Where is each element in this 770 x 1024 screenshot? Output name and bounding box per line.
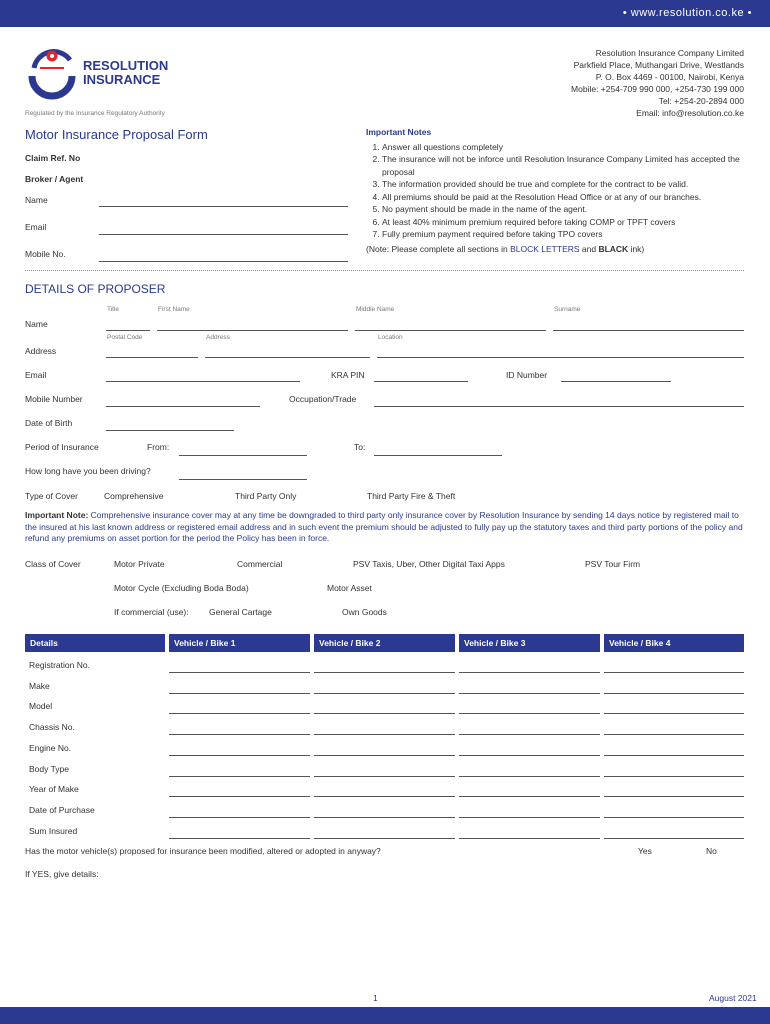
- important-note-paragraph: [25, 510, 745, 545]
- address-sublabel: Address: [206, 334, 230, 341]
- note-item: 5. No payment should be made in the name of the agent.: [382, 203, 746, 216]
- driving-field[interactable]: [179, 479, 307, 480]
- header-label: Vehicle / Bike 4: [609, 638, 671, 648]
- broker-label: Broker / Agent: [25, 174, 84, 184]
- company-line: Parkfield Place, Muthangari Drive, Westlands: [573, 60, 744, 70]
- top-bar: [0, 0, 770, 27]
- vehicle-2-field[interactable]: [314, 755, 455, 756]
- vehicle-3-field[interactable]: [459, 734, 600, 735]
- commercial-use-label: If commercial (use):: [114, 607, 189, 617]
- class-motor-cycle[interactable]: Motor Cycle (Excluding Boda Boda): [114, 583, 249, 593]
- use-own-goods[interactable]: Own Goods: [342, 607, 387, 617]
- table-header-vehicle-3: [459, 634, 600, 652]
- vehicle-4-field[interactable]: [604, 734, 744, 735]
- occupation-field[interactable]: [374, 406, 744, 407]
- section-divider: [25, 270, 744, 271]
- name-label: Name: [25, 195, 48, 205]
- vehicle-4-field[interactable]: [604, 838, 744, 839]
- title-sublabel: Title: [107, 306, 120, 313]
- dob-field[interactable]: [106, 430, 234, 431]
- first-name-field[interactable]: [157, 330, 348, 331]
- to-field[interactable]: [374, 455, 502, 456]
- vehicle-2-field[interactable]: [314, 817, 455, 818]
- table-row-label: Chassis No.: [29, 722, 75, 733]
- email-field[interactable]: [99, 234, 348, 235]
- vehicle-4-field[interactable]: [604, 693, 744, 694]
- class-psv-taxis[interactable]: PSV Taxis, Uber, Other Digital Taxi Apps: [353, 559, 505, 569]
- vehicle-2-field[interactable]: [314, 713, 455, 714]
- postal-sublabel: Postal Code: [107, 334, 143, 341]
- vehicle-1-field[interactable]: [169, 672, 310, 673]
- dob-label: Date of Birth: [25, 418, 73, 428]
- vehicle-1-field[interactable]: [169, 796, 310, 797]
- footnote-black: BLACK: [598, 243, 629, 254]
- mobile-number-field[interactable]: [106, 406, 260, 407]
- class-psv-tour[interactable]: PSV Tour Firm: [585, 559, 641, 569]
- logo-mark: [24, 46, 80, 102]
- cover-tpft-option[interactable]: Third Party Fire & Theft: [367, 491, 456, 501]
- vehicle-3-field[interactable]: [459, 838, 600, 839]
- proposer-name-label: Name: [25, 319, 48, 329]
- page-number: 1: [373, 993, 378, 1003]
- header-label: Details: [30, 638, 58, 648]
- website-link[interactable]: • www.resolution.co.ke •: [622, 7, 752, 19]
- location-sublabel: Location: [378, 334, 403, 341]
- claim-ref-label: Claim Ref. No: [25, 153, 81, 163]
- first-name-sublabel: First Name: [158, 306, 190, 313]
- address-field[interactable]: [205, 357, 370, 358]
- use-general-cartage[interactable]: General Cartage: [209, 607, 272, 617]
- modified-no-option[interactable]: No: [706, 846, 717, 856]
- logo-line-2: INSURANCE: [83, 72, 161, 87]
- form-title: Motor Insurance Proposal Form: [25, 127, 208, 142]
- note-item: 2. The insurance will not be inforce until Resolution Insurance Company Limited has accepted the proposal: [382, 153, 746, 178]
- location-field[interactable]: [377, 357, 744, 358]
- vehicle-1-field[interactable]: [169, 838, 310, 839]
- logo-line-1: RESOLUTION: [83, 58, 169, 73]
- table-header-vehicle-2: [314, 634, 455, 652]
- from-label: From:: [147, 442, 170, 452]
- cover-tpo-option[interactable]: Third Party Only: [235, 491, 297, 501]
- vehicle-3-field[interactable]: [459, 796, 600, 797]
- footnote-block-letters: BLOCK LETTERS: [510, 243, 580, 254]
- vehicle-4-field[interactable]: [604, 796, 744, 797]
- company-line: Email: info@resolution.co.ke: [636, 108, 744, 118]
- vehicle-3-field[interactable]: [459, 776, 600, 777]
- vehicle-1-field[interactable]: [169, 776, 310, 777]
- vehicle-3-field[interactable]: [459, 817, 600, 818]
- vehicle-1-field[interactable]: [169, 734, 310, 735]
- middle-name-sublabel: Middle Name: [356, 306, 395, 313]
- from-field[interactable]: [179, 455, 307, 456]
- cover-type-label: Type of Cover: [25, 491, 78, 501]
- kra-field[interactable]: [374, 381, 468, 382]
- title-field[interactable]: [106, 330, 150, 331]
- vehicle-3-field[interactable]: [459, 672, 600, 673]
- header-label: Vehicle / Bike 3: [464, 638, 526, 648]
- footnote-text: (Note: Please complete all sections in: [366, 243, 511, 254]
- class-commercial[interactable]: Commercial: [237, 559, 283, 569]
- surname-field[interactable]: [553, 330, 744, 331]
- postal-code-field[interactable]: [106, 357, 198, 358]
- mobile-label: Mobile No.: [25, 249, 66, 259]
- id-label: ID Number: [506, 370, 548, 380]
- table-row-label: Date of Purchase: [29, 804, 95, 815]
- mobile-field[interactable]: [99, 261, 348, 262]
- vehicle-1-field[interactable]: [169, 693, 310, 694]
- proposer-email-label: Email: [25, 370, 47, 380]
- logo-text: [83, 59, 168, 87]
- note-item: 6. At least 40% minimum premium required before taking COMP or TPFT covers: [382, 216, 746, 229]
- notes-footnote: [366, 243, 746, 256]
- vehicle-2-field[interactable]: [314, 838, 455, 839]
- vehicle-2-field[interactable]: [314, 796, 455, 797]
- kra-label: KRA PIN: [331, 370, 365, 380]
- header-label: Vehicle / Bike 1: [174, 638, 236, 648]
- important-note-label: Important Note:: [25, 510, 89, 520]
- important-notes: [366, 126, 746, 255]
- cover-comprehensive-option[interactable]: Comprehensive: [104, 491, 164, 501]
- important-note-text: Comprehensive insurance cover may at any time be downgraded to third party only insurance cover by Resolution Insurance by sending 14 days notice by registered mail to the insured at his last known address or registered email address and in such event the premium should be adjusted to fully pay up the statutory taxes and third party portions of the policy and refund any premiums on asset portion for the period the Policy has been in force.: [25, 510, 743, 543]
- table-row-label: Body Type: [29, 763, 70, 774]
- table-row-label: Model: [29, 701, 53, 712]
- table-row-label: Make: [29, 680, 50, 691]
- proposer-email-field[interactable]: [106, 381, 300, 382]
- vehicle-4-field[interactable]: [604, 713, 744, 714]
- table-row-label: Year of Make: [29, 784, 79, 795]
- modified-yes-option[interactable]: Yes: [638, 846, 652, 856]
- vehicle-1-field[interactable]: [169, 817, 310, 818]
- vehicle-3-field[interactable]: [459, 755, 600, 756]
- note-item: 1. Answer all questions completely: [382, 141, 746, 154]
- table-header-details: [25, 634, 165, 652]
- name-field[interactable]: [99, 206, 348, 207]
- mobile-number-label: Mobile Number: [25, 394, 83, 404]
- table-row-label: Engine No.: [29, 742, 72, 753]
- table-header-vehicle-4: [604, 634, 744, 652]
- note-item: 3. The information provided should be true and complete for the contract to be valid.: [382, 178, 746, 191]
- company-line: Tel: +254-20-2894 000: [658, 96, 744, 106]
- middle-name-field[interactable]: [355, 330, 546, 331]
- footnote-text: and: [579, 243, 599, 254]
- class-motor-asset[interactable]: Motor Asset: [327, 583, 372, 593]
- company-line: Mobile: +254-709 990 000, +254-730 199 000: [571, 84, 744, 94]
- table-row-label: Registration No.: [29, 660, 90, 670]
- notes-list: [366, 141, 746, 241]
- company-line: P. O. Box 4469 - 00100, Nairobi, Kenya: [595, 72, 744, 82]
- note-item: 4. All premiums should be paid at the Resolution Head Office or at any of our branches.: [382, 191, 746, 204]
- surname-sublabel: Surname: [554, 306, 581, 313]
- vehicle-3-field[interactable]: [459, 693, 600, 694]
- company-line: Resolution Insurance Company Limited: [595, 48, 744, 58]
- proposer-heading: DETAILS OF PROPOSER: [25, 282, 166, 296]
- vehicle-4-field[interactable]: [604, 776, 744, 777]
- company-address: [571, 47, 744, 119]
- note-item: 7. Fully premium payment required before taking TPO covers: [382, 228, 746, 241]
- bottom-bar: [0, 1007, 770, 1024]
- to-label: To:: [354, 442, 366, 452]
- period-label: Period of Insurance: [25, 442, 99, 452]
- if-yes-label: If YES, give details:: [25, 869, 99, 879]
- vehicle-4-field[interactable]: [604, 817, 744, 818]
- id-field[interactable]: [561, 381, 671, 382]
- vehicle-1-field[interactable]: [169, 755, 310, 756]
- notes-title: Important Notes: [366, 127, 432, 137]
- vehicle-3-field[interactable]: [459, 713, 600, 714]
- vehicle-2-field[interactable]: [314, 734, 455, 735]
- regulated-text: Regulated by the Insurance Regulatory Authority: [25, 110, 165, 117]
- table-header-vehicle-1: [169, 634, 310, 652]
- vehicle-2-field[interactable]: [314, 776, 455, 777]
- header-label: Vehicle / Bike 2: [319, 638, 381, 648]
- footer-date: August 2021: [709, 993, 757, 1003]
- modified-question: Has the motor vehicle(s) proposed for insurance been modified, altered or adopted in anyway?: [25, 846, 381, 856]
- address-label: Address: [25, 346, 57, 356]
- footnote-text: ink): [628, 243, 645, 254]
- table-row-label: Sum Insured: [29, 825, 78, 836]
- vehicle-4-field[interactable]: [604, 755, 744, 756]
- driving-label: How long have you been driving?: [25, 466, 151, 476]
- vehicle-2-field[interactable]: [314, 672, 455, 673]
- vehicle-1-field[interactable]: [169, 713, 310, 714]
- email-label: Email: [25, 222, 47, 232]
- class-label: Class of Cover: [25, 559, 81, 569]
- vehicle-4-field[interactable]: [604, 672, 744, 673]
- occupation-label: Occupation/Trade: [289, 394, 357, 404]
- vehicle-2-field[interactable]: [314, 693, 455, 694]
- class-motor-private[interactable]: Motor Private: [114, 559, 165, 569]
